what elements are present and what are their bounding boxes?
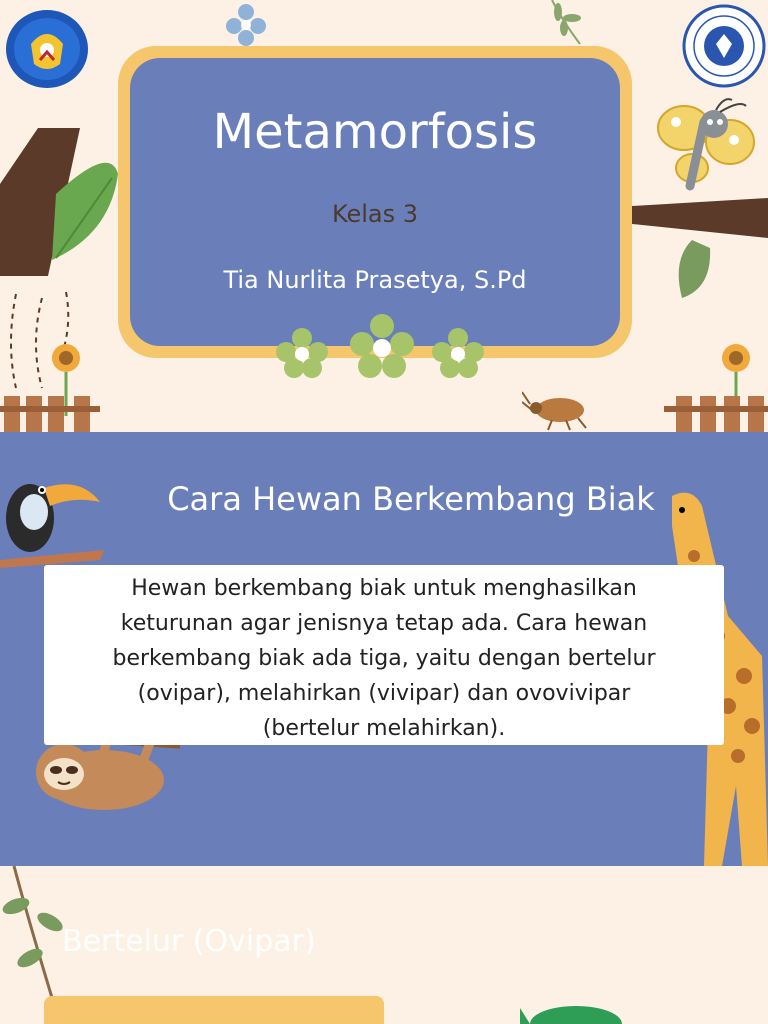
fence-sunflower-left — [0, 336, 104, 432]
cockroach-icon — [522, 388, 590, 432]
explanation-line: (bertelur melahirkan). — [262, 716, 506, 741]
slide-reproduction — [0, 432, 768, 866]
school-logo — [682, 4, 766, 88]
leaf-sprig-icon — [540, 0, 590, 46]
tree-branch-left — [0, 124, 120, 280]
class-label: Kelas 3 — [331, 200, 419, 228]
blue-flower-icon — [224, 2, 268, 48]
explanation-text — [64, 571, 704, 746]
slide-title — [0, 0, 768, 432]
ovipar-box — [44, 996, 384, 1024]
section-title: Cara Hewan Berkembang Biak — [167, 480, 655, 518]
explanation-line: keturunan agar jenisnya tetap ada. Cara hewan — [120, 611, 648, 636]
fish-icon — [520, 1002, 630, 1024]
explanation-line: Hewan berkembang biak untuk menghasilkan — [131, 576, 637, 601]
title-card-inner — [130, 58, 620, 346]
flower-cluster — [272, 312, 492, 384]
tree-branch-right — [632, 188, 768, 308]
tut-wuri-handayani-logo — [4, 4, 90, 90]
explanation-box — [44, 565, 724, 745]
explanation-line: (ovipar), melahirkan (vivipar) dan ovovivipar — [137, 681, 631, 706]
fence-sunflower-right — [664, 336, 768, 432]
ovipar-title: Bertelur (Ovipar) — [62, 924, 316, 959]
presentation-title: Metamorfosis — [212, 104, 538, 160]
author-name: Tia Nurlita Prasetya, S.Pd — [223, 266, 527, 294]
butterfly-icon — [654, 92, 758, 198]
slide-ovipar — [0, 866, 768, 1024]
explanation-line: berkembang biak ada tiga, yaitu dengan bertelur — [112, 646, 656, 671]
